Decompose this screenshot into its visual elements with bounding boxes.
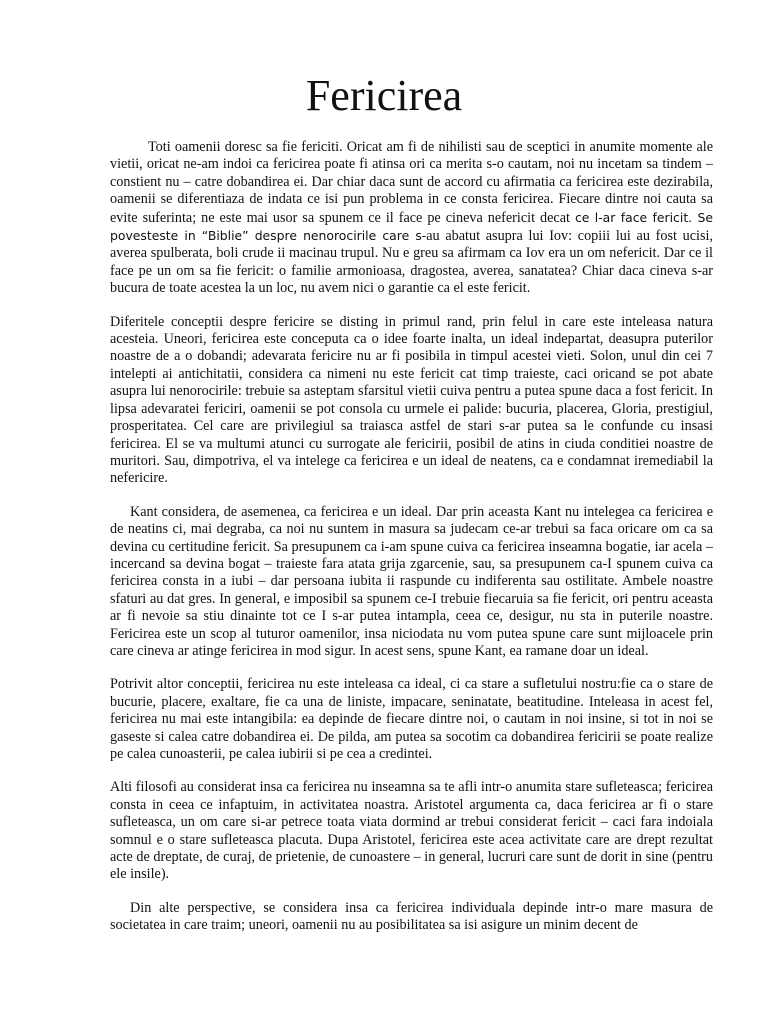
paragraph-1-text-b: ce l-ar face fericit. Se povesteste in “Biblie” despre nenorocirile care s- bbox=[110, 209, 713, 244]
paragraph-6: Din alte perspective, se considera insa ca fericirea individuala depinde intr-o mare masura de societatea in care traim; uneori, oamenii nu au posibilitatea sa isi asigure un minim decent de bbox=[110, 899, 713, 934]
document-body bbox=[110, 139, 713, 951]
paragraph-4: Potrivit altor conceptii, fericirea nu este inteleasa ca ideal, ci ca stare a sufletului nostru:fie ca o stare de bucurie, placere, exaltare, fie ca una de liniste, impacare, seninatate, beatitudine. Inteleasa in acest fel, fericirea nu mai este intangibila: ea depinde de fiecare dintre noi, o cautam in noi insine, si tot in noi se gaseste si calea catre dobandirea ei. De pilda, am putea sa socotim ca dobandirea fericirii se poate realize pe calea cunoasterii, pe calea iubirii si pe cea a credintei. bbox=[110, 676, 713, 762]
paragraph-2: Diferitele conceptii despre fericire se disting in primul rand, prin felul in care este inteleasa natura acesteia. Uneori, fericirea este conceputa ca o idee foarte inalta, un ideal indepartat, deasupra puterilor noastre de a o dobandi; adevarata fericire nu ar fi posibila in timpul acestei vieti. Solon, unul din cei 7 intelepti ai antichitatii, considera ca nimeni nu este fericit cat timp traieste, caci oricand se pot abate asupra lui nenorocirile: trebuie sa asteptam sfarsitul vietii cuiva pentru a putea spune daca a fost fericit. In lipsa adevaratei fericiri, oamenii se pot consola cu urmele ei palide: bucuria, placerea, Gloria, prestigiul, prosperitatea. Cel care are privilegiul sa traiasca astfel de stari s-ar putea sa le confunde cu insasi fericirea. El se va multumi atunci cu surrogate ale fericirii, posibil de atins in ciuda conditiei noastre de muritori. Sau, dimpotriva, el va intelege ca fericirea e un ideal de neatens, ca e condamnat iremediabil la nefericire. bbox=[110, 313, 713, 487]
document-title: Fericirea bbox=[305, 71, 463, 120]
paragraph-1 bbox=[110, 139, 713, 298]
paragraph-5: Alti filosofi au considerat insa ca fericirea nu inseamna sa te afli intr-o anumita stare sufleteasca; fericirea consta in ceea ce infaptuim, in activitatea noastra. Aristotel argumenta ca, daca fericirea ar fi o stare sufleteasca, un om care si-ar petrece toata viata dormind ar trebui considerat fericit – caci fara indoiala somnul e o stare sufleteasca placuta. Dupa Aristotel, fericirea este acea activitate care are drept rezultat acte de dreptate, de curaj, de prietenie, de cunoastere – in general, lucruri care sunt de dorit in sine (pentru ele insile). bbox=[110, 779, 713, 883]
paragraph-1-text-c: au abatut asupra lui Iov: copiii lui au fost ucisi, averea spulberata, boli crude ii macinau trupul. Nu e greu sa afirmam ca Iov era un om nefericit. Dar ce il face pe un om sa fie fericit: o familie armonioasa, dragostea, averea, sanatatea? Chiar daca cineva s-ar bucura de toate acestea la un loc, nu avem nici o garantie ca el este fericit. bbox=[110, 228, 713, 297]
paragraph-3: Kant considera, de asemenea, ca fericirea e un ideal. Dar prin aceasta Kant nu intelegea ca fericirea e de neatins ci, mai degraba, ca noi nu suntem in masura sa judecam ce-ar trebui sa faca oricare om ca sa devina cu certitudine fericit. Sa presupunem ca i-am spune cuiva ca fericirea inseamna bogatie, iar acela – incercand sa devina bogat – traieste fara atata grija zgarcenie, sau, sa presupunem ca-I spunem cuiva ca fericirea consta in a iubi – dar persoana iubita ii raspunde cu indiferenta sau ostilitate. Ambele noastre sfaturi au dat gres. In general, e imposibil sa spunem ce-I trebuie fiecaruia sa fie fericit, ori pentru aceasta ar fi nevoie sa stiu dinainte tot ce I s-ar putea intampla, ceea ce, desigur, nu sta in puterile noastre. Fericirea este un scop al tuturor oamenilor, insa niciodata nu vom putea spune care sunt mijloacele prin care cineva ar atinge fericirea in mod sigur. In acest sens, spune Kant, ea ramane doar un ideal. bbox=[110, 503, 713, 659]
paragraph-1-text-a: Toti oamenii doresc sa fie fericiti. Oricat am fi de nihilisti sau de sceptici in anumite momente ale vietii, oricat ne-am indoi ca fericirea poate fi atinsa ori ca merita s-o cautam, noi nu incetam sa tindem – constient nu – catre dobandirea ei. Dar chiar daca sunt de accord cu afirmatia ca fericirea este dezirabila, oamenii se diferentiaza de indata ce isi pun problema in ce consta fericirea. Fiecare dintre noi cauta sa evite suferinta; ne este mai usor sa spunem ce il face pe cineva nefericit decat bbox=[110, 139, 713, 226]
